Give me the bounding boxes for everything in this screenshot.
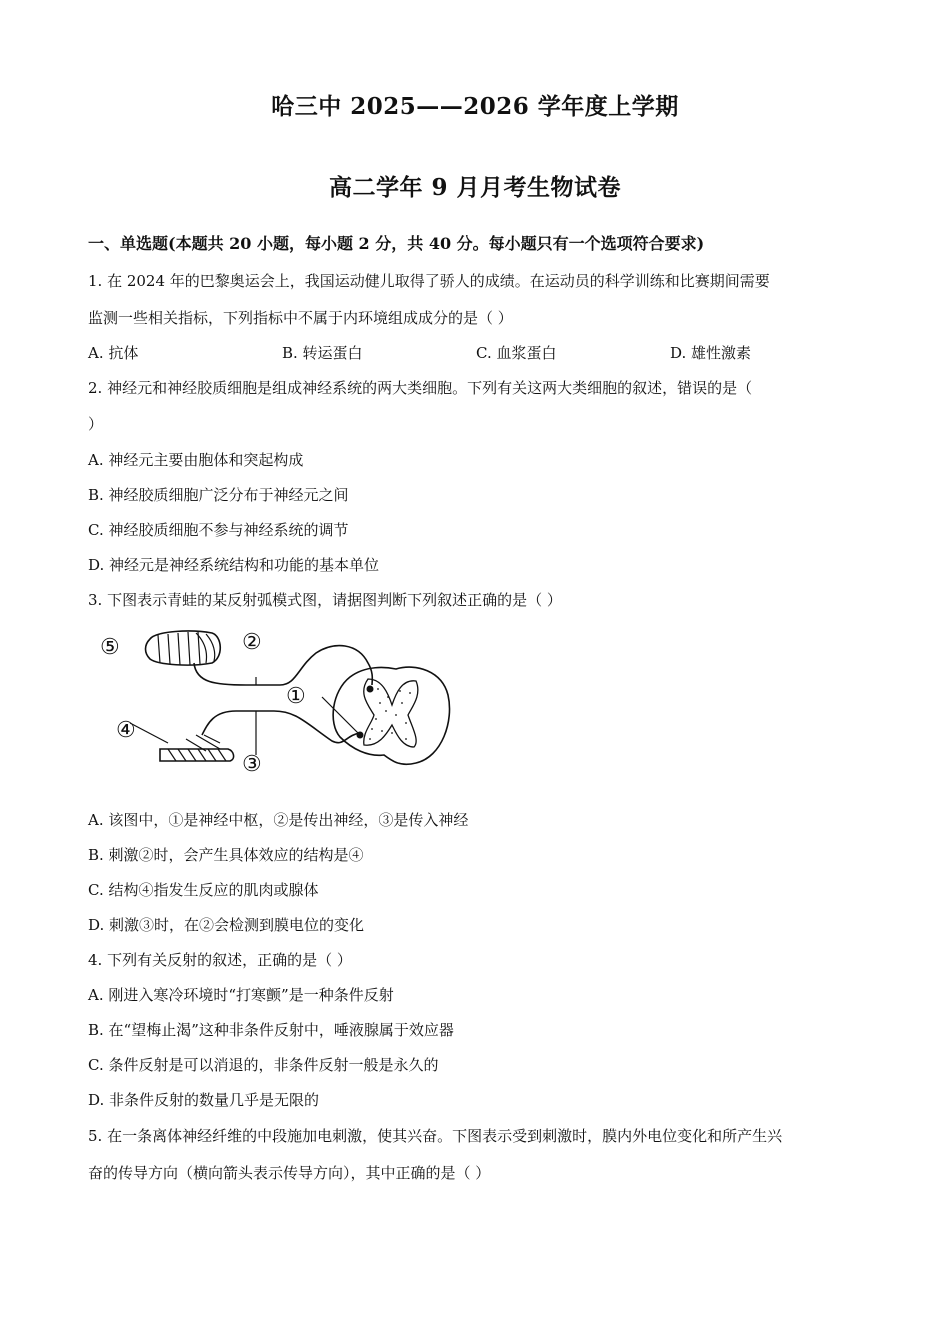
q4-option-b: B. 在“望梅止渴”这种非条件反射中，唾液腺属于效应器 [88,1021,454,1039]
q1-option-c: C. 血浆蛋白 [476,344,557,362]
q1-stem-line2: 监测一些相关指标，下列指标中不属于内环境组成成分的是（ ） [88,309,513,327]
q2-option-c: C. 神经胶质细胞不参与神经系统的调节 [88,521,349,539]
reflex-arc-figure [96,623,456,779]
q4-option-d: D. 非条件反射的数量几乎是无限的 [88,1091,320,1109]
q1-stem-line1: 1. 在 2024 年的巴黎奥运会上，我国运动健儿取得了骄人的成绩。在运动员的科学训练和比赛期间需要 [88,272,770,290]
q1-option-a: A. 抗体 [88,344,139,362]
q4-option-c: C. 条件反射是可以消退的，非条件反射一般是永久的 [88,1056,439,1074]
q2-option-d: D. 神经元是神经系统结构和功能的基本单位 [88,556,380,574]
section-heading: 一、单选题(本题共 20 小题，每小题 2 分，共 40 分。每小题只有一个选项符合要求) [88,234,705,253]
efferent-nerve [202,711,360,743]
q2-option-a: A. 神经元主要由胞体和突起构成 [88,451,304,469]
exam-title-line1: 哈三中 2025——2026 学年度上学期 [271,93,679,120]
q1-option-d: D. 雄性激素 [670,344,752,362]
label-1: ① [286,684,306,709]
q3-option-c: C. 结构④指发生反应的肌肉或腺体 [88,881,319,899]
exam-title-line2: 高二学年 9 月月考生物试卷 [328,174,622,201]
spinal-cord [333,667,449,764]
q4-option-a: A. 刚进入寒冷环境时“打寒颤”是一种条件反射 [88,986,394,1004]
label-4: ④ [116,718,136,743]
q3-stem: 3. 下图表示青蛙的某反射弧模式图，请据图判断下列叙述正确的是（ ） [88,591,562,609]
q1-option-b: B. 转运蛋白 [282,344,363,362]
receptor-structure [146,631,221,665]
q4-stem: 4. 下列有关反射的叙述，正确的是（ ） [88,951,352,969]
label-5: ⑤ [100,635,120,660]
q2-stem-line1: 2. 神经元和神经胶质细胞是组成神经系统的两大类细胞。下列有关这两大类细胞的叙述，错误的是（ [88,379,753,397]
label-3: ③ [242,752,262,777]
q3-option-d: D. 刺激③时，在②会检测到膜电位的变化 [88,916,365,934]
q2-stem-line2: ） [88,415,104,433]
q2-option-b: B. 神经胶质细胞广泛分布于神经元之间 [88,486,349,504]
label-2: ② [242,630,262,655]
q5-stem-line1: 5. 在一条离体神经纤维的中段施加电刺激，使其兴奋。下图表示受到刺激时，膜内外电位变化和所产生兴 [88,1127,783,1145]
q3-option-a: A. 该图中，①是神经中枢，②是传出神经，③是传入神经 [88,811,469,829]
q3-option-b: B. 刺激②时，会产生具体效应的结构是④ [88,846,364,864]
q5-stem-line2: 奋的传导方向（横向箭头表示传导方向），其中正确的是（ ） [88,1164,491,1182]
